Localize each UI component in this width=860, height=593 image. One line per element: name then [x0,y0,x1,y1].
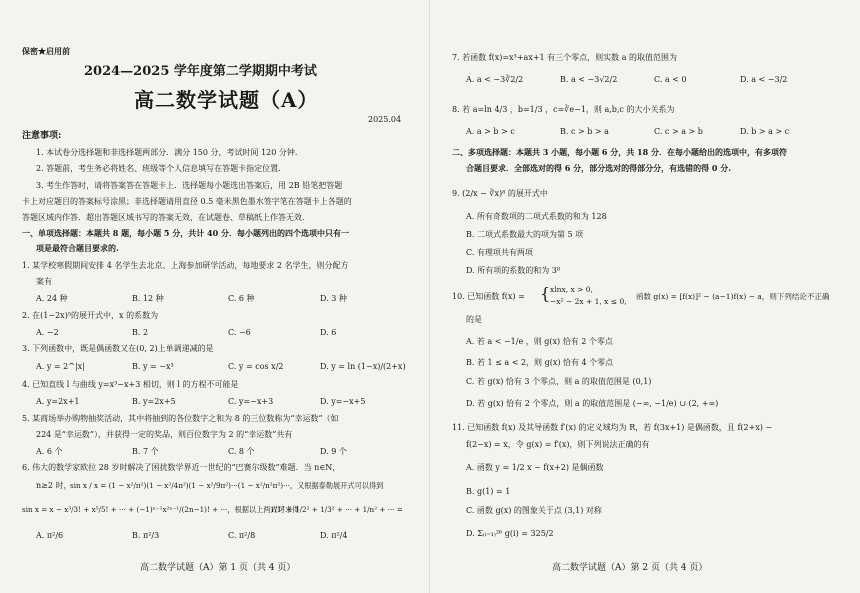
q9-option-b: B. 二项式系数最大的项为第 5 项 [466,230,584,239]
note-2: 2. 答题前，考生务必将姓名、班级等个人信息填写在答题卡指定位置. [36,164,281,173]
q2-stem: 2. 在(1−2x)⁵的展开式中，x 的系数为 [22,311,159,320]
q10-option-b: B. 若 1 ≤ a < 2，则 g(x) 恰有 4 个零点 [466,358,614,367]
q11-option-c: C. 函数 g(x) 的图象关于点 (3,1) 对称 [466,506,602,515]
exam-date: 2025.04 [368,115,402,124]
q10-option-d: D. 若 g(x) 恰有 2 个零点，则 a 的取值范围是 (−∞, −1/e) ∪ (2, +∞) [466,399,719,408]
q6-taylor-series: sin x = x − x³/3! + x⁵/5! + ··· + (−1)ⁿ⁻¹x²ⁿ⁻¹/(2n−1)! + ···，根据以上两式可求得 [22,505,300,514]
q9-option-c: C. 有理项共有两项 [466,248,533,257]
q7-option-a: A. a < −3∛2/2 [466,75,524,84]
q7-option-d: D. a < −3/2 [740,75,788,84]
q5-option-a: A. 6 个 [36,447,63,456]
q2-option-a: A. −2 [36,328,59,337]
note-1: 1. 本试卷分选择题和非选择题两部分．满分 150 分，考试时间 120 分钟. [36,148,298,157]
q8-option-d: D. b > a > c [740,127,790,136]
q5-stem-line-2: 224 是“幸运数”），并获得一定的奖品，则百位数字为 2 的“幸运数”共有 [36,430,293,439]
footer-page-2: 高二数学试题（A）第 2 页（共 4 页） [552,563,708,573]
q6-stem-line-1: 6. 伟大的数学家欧拉 28 岁时解决了困扰数学界近一世纪的“巴赛尔级数”难题．当 n∈N， [22,463,341,472]
q9-stem: 9. (2/x − ∛x)⁸ 的展开式中 [452,189,548,198]
q1-stem-line-2: 案有 [36,277,52,286]
q1-option-a: A. 24 种 [36,294,68,303]
q11-option-a: A. 函数 y = 1/2 x − f(x+2) 是偶函数 [466,463,604,472]
section-1-line-1: 一、单项选择题：本题共 8 题，每小题 5 分，共计 40 分．每小题列出的四个选项中只有一 [22,228,349,238]
notes-heading: 注意事项: [22,131,62,141]
q3-stem: 3. 下列函数中，既是偶函数又在(0, 2)上单调递减的是 [22,344,214,353]
q6-option-c: C. π²/8 [228,531,256,540]
q6-option-b: B. π²/3 [132,531,160,540]
q10-brace: { [540,284,551,303]
q3-option-b: B. y = −x³ [132,362,174,371]
q5-option-d: D. 9 个 [320,447,347,456]
q2-option-d: D. 6 [320,328,337,337]
q10-option-a: A. 若 a < −1/e ，则 g(x) 恰有 2 个零点 [466,337,613,346]
q4-option-a: A. y=2x+1 [36,397,80,406]
q7-stem: 7. 若函数 f(x)=x³+ax+1 有三个零点，则实数 a 的取值范围为 [452,53,678,62]
q10-stem-end: 的是 [466,315,482,324]
q7-option-b: B. a < −3√2/2 [560,75,618,84]
q8-stem: 8. 若 a=ln 4/3 ，b=1/3 ，c=∛e−1，则 a,b,c 的大小关系为 [452,105,675,114]
q1-stem-line-1: 1. 某学校寒假期间安排 4 名学生去北京、上海参加研学活动，每地要求 2 名学生，则分配方 [22,261,349,270]
q6-product-formula: sin x / x = (1 − x²/π²)(1 − x²/4π²)(1 − x²/9π²)···(1 − x²/n²π²)···，又根据泰勒展开式可以得到 [70,481,384,490]
note-3-line-3: 答题区域内作答．超出答题区域书写的答案无效，在试题卷、草稿纸上作答无效. [22,213,305,222]
q8-option-a: A. a > b > c [466,127,515,136]
section-1-line-2: 项是最符合题目要求的. [36,243,119,253]
secret-label: 保密★启用前 [22,46,70,56]
q3-option-a: A. y = 2^|x| [36,362,85,371]
page-title: 高二数学试题（A） [134,88,319,112]
q11-option-b: B. g(1) = 1 [466,487,511,496]
q10-option-c: C. 若 g(x) 恰有 3 个零点，则 a 的取值范围是 (0,1) [466,377,652,386]
q11-stem-line-1: 11. 已知函数 f(x) 及其导函数 f′(x) 的定义域均为 R，若 f(3x+1) 是偶函数，且 f(2+x) − [452,423,773,432]
q11-option-d: D. Σ₍ᵢ₌₁₎²⁶ g(i) = 325/2 [466,529,554,538]
q10-stem-continued: 函数 g(x) = [f(x)]² − (a−1)f(x) − a，则下列结论不正确 [636,292,830,301]
q8-option-c: C. c > a > b [654,127,703,136]
q10-stem-start: 10. 已知函数 f(x) = [452,292,525,301]
q1-option-c: C. 6 种 [228,294,255,303]
q6-option-a: A. π²/6 [36,531,64,540]
q6-option-d: D. π²/4 [320,531,348,540]
q3-option-d: D. y = ln (1−x)/(2+x) [320,362,406,371]
note-3-line-2: 卡上对应题目的答案标号涂黑；非选择题请用直径 0.5 毫米黑色墨水签字笔在答题卡上各题的 [22,197,352,206]
footer-page-1: 高二数学试题（A）第 1 页（共 4 页） [140,563,296,573]
q6-stem-line-2a: n≥2 时， [36,481,72,490]
q5-option-b: B. 7 个 [132,447,159,456]
section-2-line-2: 合题目要求．全部选对的得 6 分，部分选对的得部分分，有选错的得 0 分. [466,163,732,173]
note-3-line-1: 3. 考生作答时，请将答案答在答题卡上．选择题每小题选出答案后，用 2B 铅笔把答题 [36,181,343,190]
q5-option-c: C. 8 个 [228,447,255,456]
q3-option-c: C. y = cos x/2 [228,362,284,371]
page-2 [430,0,860,593]
q2-option-c: C. −6 [228,328,251,337]
q1-option-d: D. 3 种 [320,294,347,303]
q4-stem: 4. 已知直线 l 与曲线 y=x³−x+3 相切，则 l 的方程不可能是 [22,380,239,389]
q4-option-b: B. y=2x+5 [132,397,176,406]
q4-option-d: D. y=−x+5 [320,397,366,406]
q1-option-b: B. 12 种 [132,294,164,303]
q9-option-a: A. 所有奇数项的二项式系数的和为 128 [466,212,607,221]
q8-option-b: B. c > b > a [560,127,609,136]
q11-stem-line-2: f(2−x) = x，令 g(x) = f′(x)，则下列说法正确的有 [466,440,650,449]
q5-stem-line-1: 5. 某商场举办购物抽奖活动，其中将抽到的各位数字之和为 8 的三位数称为“幸运数”（如 [22,414,339,423]
q10-case-2: −x² − 2x + 1, x ≤ 0, [550,297,627,306]
q9-option-d: D. 所有项的系数的和为 3⁸ [466,266,561,275]
q4-option-c: C. y=−x+3 [228,397,274,406]
q10-case-1: xlnx, x > 0, [550,285,593,294]
exam-name: 2024—2025 学年度第二学期期中考试 [84,64,317,79]
q7-option-c: C. a < 0 [654,75,687,84]
q2-option-b: B. 2 [132,328,149,337]
q6-basel-sum: 1/1² + 1/2² + 1/3² + ··· + 1/n² + ··· = [270,505,403,514]
section-2-line-1: 二、多项选择题：本题共 3 小题，每小题 6 分，共 18 分．在每小题给出的选项中，有多项符 [452,147,787,157]
